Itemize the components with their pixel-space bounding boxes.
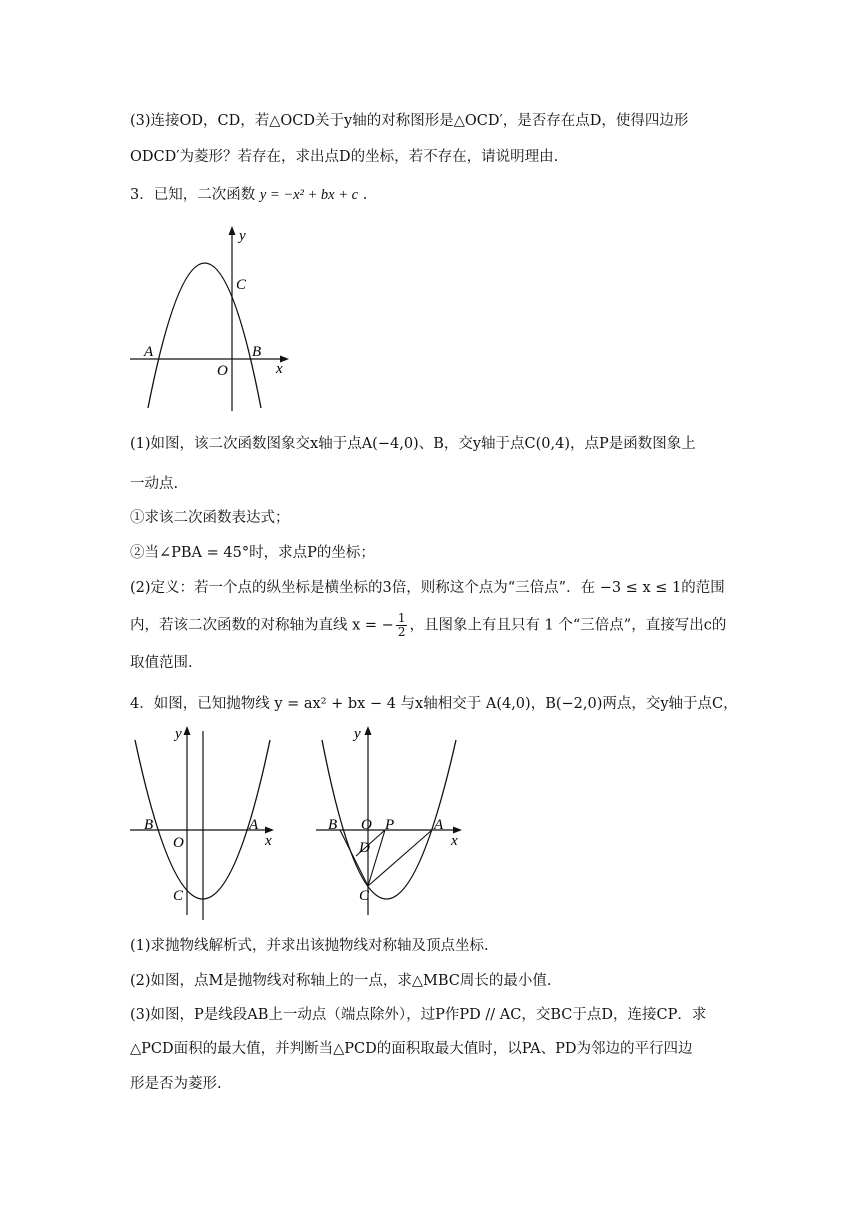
q4g1-label-b: B [144,817,154,833]
q4-part3-line3: 形是否为菱形. [130,1076,222,1092]
q4g2-segment-ac [368,830,432,886]
q4g2-label-d: D [359,840,370,856]
q4g2-label-c: C [359,888,370,904]
q4g1-label-x: x [265,833,272,849]
q4g1-label-a: A [249,817,259,833]
q4g2-label-x: x [451,833,458,849]
q3-fraction-denominator: 2 [397,625,406,639]
q3-heading [130,183,367,204]
q4g1-label-c: C [173,888,184,904]
q3-label-c: C [236,277,247,293]
q4g2-y-arrow [365,726,372,735]
q3-part2-prefix: 内，若该二次函数的对称轴为直线 x = − [130,617,394,634]
q4-heading: 4．如图，已知抛物线 y = ax² + bx − 4 与x轴相交于 A(4,0)，B(−2,0)两点，交y轴于点C， [130,696,738,712]
q3-label-y: y [239,228,246,244]
q3-prev-part3-line1: (3)连接OD，CD，若△OCD关于y轴的对称图形是△OCD′，是否存在点D，使得四边形 [130,113,689,129]
q3-part2-line3: 取值范围. [130,655,193,671]
q4g2-label-a: A [434,817,444,833]
q3-sub2: ②当∠PBA = 45°时，求点P的坐标； [130,545,375,561]
q3-prev-part3-line2: ODCD′为菱形？若存在，求出点D的坐标，若不存在，请说明理由. [130,149,559,165]
q3-heading-formula: y = −x² + bx + c [259,187,359,203]
q4g1-label-o: O [173,835,184,851]
q3-label-o: O [217,363,228,379]
q4-part2: (2)如图，点M是抛物线对称轴上的一点，求△MBC周长的最小值. [130,973,552,989]
q3-parabola-graph [125,220,295,420]
q3-part2-suffix: ，且图象上有且只有 1 个“三倍点”，直接写出c的 [409,617,727,634]
q3-heading-suffix: . [362,187,368,203]
q4g2-segment-pc [368,830,385,886]
q3-label-a: A [144,344,154,360]
q4g2-label-b: B [328,817,338,833]
q3-heading-prefix: 3．已知，二次函数 [130,187,256,203]
q4-graph-right [310,720,470,920]
q4-part3-line2: △PCD面积的最大值，并判断当△PCD的面积取最大值时，以PA、PD为邻边的平行四边 [130,1041,693,1057]
q4-part1: (1)求抛物线解析式，并求出该抛物线对称轴及顶点坐标. [130,938,489,954]
q4-graph-left [125,720,285,920]
q3-sub1: ①求该二次函数表达式； [130,510,290,526]
q3-fraction-numerator: 1 [397,611,406,625]
q3-part2-line1: (2)定义：若一个点的纵坐标是横坐标的3倍，则称这个点为“三倍点”．在 −3 ≤ x ≤ 1的范围 [130,580,725,596]
q3-part2-fraction [396,612,408,639]
q3-part1-line1: (1)如图，该二次函数图象交x轴于点A(−4,0)、B，交y轴于点C(0,4)，点P是函数图象上 [130,436,696,452]
q3-label-b: B [252,344,262,360]
q3-part2-line2 [130,612,726,639]
q4g2-label-y: y [354,726,361,742]
q4-part3-line1: (3)如图，P是线段AB上一动点（端点除外），过P作PD // AC，交BC于点D，连接CP．求 [130,1007,707,1023]
q3-part1-line2: 一动点. [130,476,179,492]
q4g2-segment-bc [340,830,368,886]
q4g2-label-o: O [361,817,372,833]
q3-label-x: x [276,361,283,377]
q4g2-label-p: P [385,817,395,833]
q4g1-y-arrow [184,726,191,735]
q3-y-arrow [229,226,236,235]
q4g1-label-y: y [175,726,182,742]
